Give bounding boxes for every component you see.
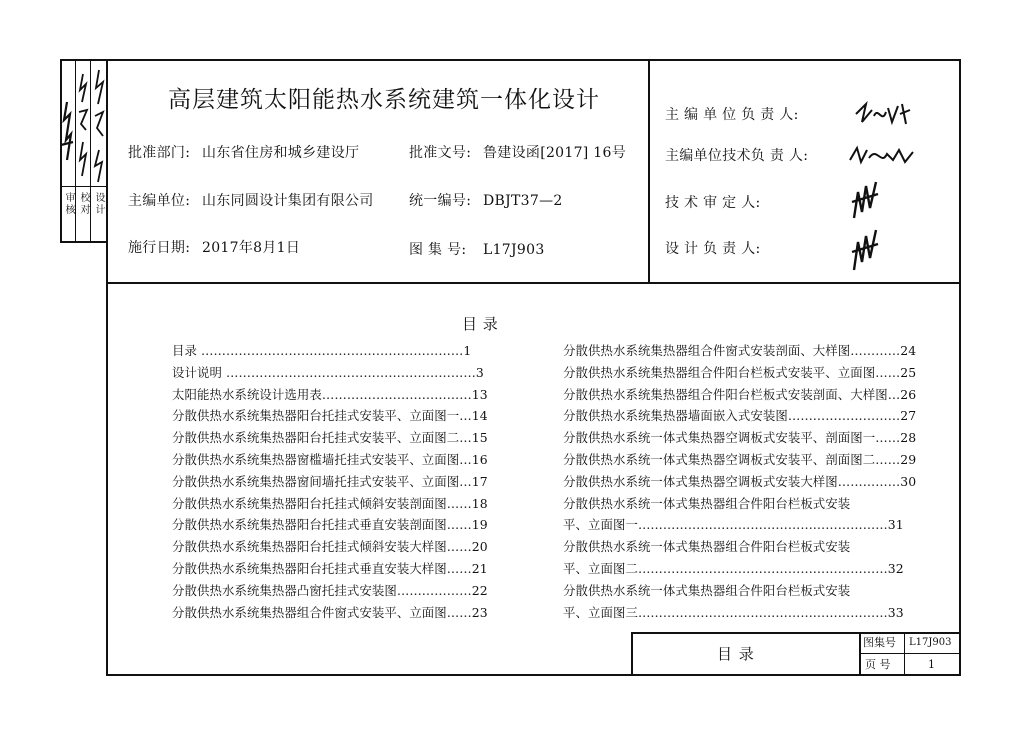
titleblock-split-2 xyxy=(904,632,905,676)
strip-row xyxy=(60,186,107,187)
titleblock-mid xyxy=(859,653,961,654)
toc-left-entry: 分散供热水系统集热器阳台托挂式垂直安装剖面图……19 xyxy=(172,517,488,533)
approval-no-label: 批准文号: xyxy=(409,145,472,161)
titleblock-left xyxy=(631,632,633,676)
page-no-cell-value: 1 xyxy=(928,658,935,671)
toc-right-entry: 平、立面图二……………………………………………………32 xyxy=(563,561,904,576)
atlas-no-label: 图 集 号: xyxy=(409,242,467,258)
toc-left-entry: 太阳能热水系统设计选用表………………………………13 xyxy=(172,386,488,402)
page-no-cell-label: 页 号 xyxy=(865,658,891,671)
toc-left-entry: 分散供热水系统集热器阳台托挂式安装平、立面图二…15 xyxy=(172,430,488,446)
signature-design-head xyxy=(848,226,886,272)
toc-left-entry: 分散供热水系统集热器窗槛墙托挂式安装平、立面图…16 xyxy=(172,452,488,467)
toc-right-entry: 分散供热水系统一体式集热器空调板式安装平、剖面图一……28 xyxy=(563,430,917,446)
toc-title: 目 录 xyxy=(462,315,499,333)
unit-head-label: 主 编 单 位 负 责 人: xyxy=(665,107,799,123)
uniform-no: DBJT37—2 xyxy=(483,193,563,209)
toc-right-entry: 平、立面图三……………………………………………………33 xyxy=(563,604,904,620)
tech-reviewer-label: 技 术 审 定 人: xyxy=(665,195,761,211)
strip-signature-2 xyxy=(76,72,90,182)
signature-tech-reviewer xyxy=(848,178,886,220)
effective-date: 2017年8月1日 xyxy=(202,240,301,256)
sheet-title: 目 录 xyxy=(717,645,755,663)
strip-label-proof: 校对 xyxy=(78,192,89,216)
editor-unit: 山东同圆设计集团有限公司 xyxy=(202,193,374,209)
toc-left-entry: 分散供热水系统集热器阳台托挂式倾斜安装大样图……20 xyxy=(172,539,488,555)
effective-date-label: 施行日期: xyxy=(128,240,191,256)
atlas-no: L17J903 xyxy=(483,242,545,258)
toc-left-entry: 分散供热水系统集热器阳台托挂式垂直安装大样图……21 xyxy=(172,561,488,576)
toc-right-entry: 分散供热水系统一体式集热器组合件阳台栏板式安装 xyxy=(563,539,851,555)
editor-unit-label: 主编单位: xyxy=(128,193,191,209)
toc-left-entry: 分散供热水系统集热器窗间墙托挂式安装平、立面图…17 xyxy=(172,473,488,489)
toc-right-entry: 分散供热水系统集热器组合件阳台栏板式安装剖面、大样图…26 xyxy=(563,386,917,402)
toc-right-entry: 分散供热水系统一体式集热器空调板式安装大样图……………30 xyxy=(563,473,917,489)
toc-right-entry: 分散供热水系统集热器组合件阳台栏板式安装平、立面图……25 xyxy=(563,364,917,380)
toc-left-entry: 分散供热水系统集热器阳台托挂式安装平、立面图一…14 xyxy=(172,408,488,424)
strip-label-design: 设计 xyxy=(93,192,104,216)
signature-tech-head xyxy=(847,140,915,170)
uniform-no-label: 统一编号: xyxy=(409,193,472,209)
toc-right-entry: 分散供热水系统集热器组合件窗式安装剖面、大样图…………24 xyxy=(563,343,917,358)
toc-left-entry: 分散供热水系统集热器组合件窗式安装平、立面图……23 xyxy=(172,604,488,620)
frame-top xyxy=(60,59,961,61)
strip-label-review: 审核 xyxy=(63,192,74,216)
frame-right xyxy=(959,59,961,676)
toc-left-entry: 分散供热水系统集热器阳台托挂式倾斜安装剖面图……18 xyxy=(172,495,488,511)
strip-signature-3 xyxy=(92,66,106,186)
design-head-label: 设 计 负 责 人: xyxy=(665,241,761,257)
toc-left-entry: 目录 ………………………………………………………1 xyxy=(172,343,472,358)
titleblock-top xyxy=(631,632,961,634)
toc-right-entry: 分散供热水系统一体式集热器组合件阳台栏板式安装 xyxy=(563,495,851,511)
strip-signature-1 xyxy=(58,100,76,170)
atlas-no-cell-label: 图集号 xyxy=(863,636,896,649)
frame-bottom xyxy=(106,674,961,676)
frame-left xyxy=(106,59,108,676)
titleblock-split xyxy=(859,632,861,676)
header-divider xyxy=(106,282,961,284)
toc-right-entry: 分散供热水系统集热器墙面嵌入式安装图………………………27 xyxy=(563,408,917,424)
tech-head-label: 主编单位技术负 责 人: xyxy=(665,148,809,164)
toc-left-entry: 分散供热水系统集热器凸窗托挂式安装图………………22 xyxy=(172,582,488,598)
toc-right-entry: 平、立面图一……………………………………………………31 xyxy=(563,517,904,533)
document-title: 高层建筑太阳能热水系统建筑一体化设计 xyxy=(168,87,600,113)
atlas-no-cell-value: L17J903 xyxy=(909,637,952,648)
header-vertical-divider xyxy=(648,59,650,283)
toc-right-entry: 分散供热水系统一体式集热器组合件阳台栏板式安装 xyxy=(563,582,851,598)
signature-unit-head xyxy=(852,96,912,130)
strip-col-2 xyxy=(90,59,91,242)
approval-dept: 山东省住房和城乡建设厅 xyxy=(202,145,360,161)
toc-right-entry: 分散供热水系统一体式集热器空调板式安装平、剖面图二……29 xyxy=(563,452,917,467)
approval-no: 鲁建设函[2017] 16号 xyxy=(483,145,627,161)
toc-left-entry: 设计说明 ……………………………………………………3 xyxy=(172,364,484,380)
approval-dept-label: 批准部门: xyxy=(128,145,191,161)
strip-bottom xyxy=(60,241,107,243)
